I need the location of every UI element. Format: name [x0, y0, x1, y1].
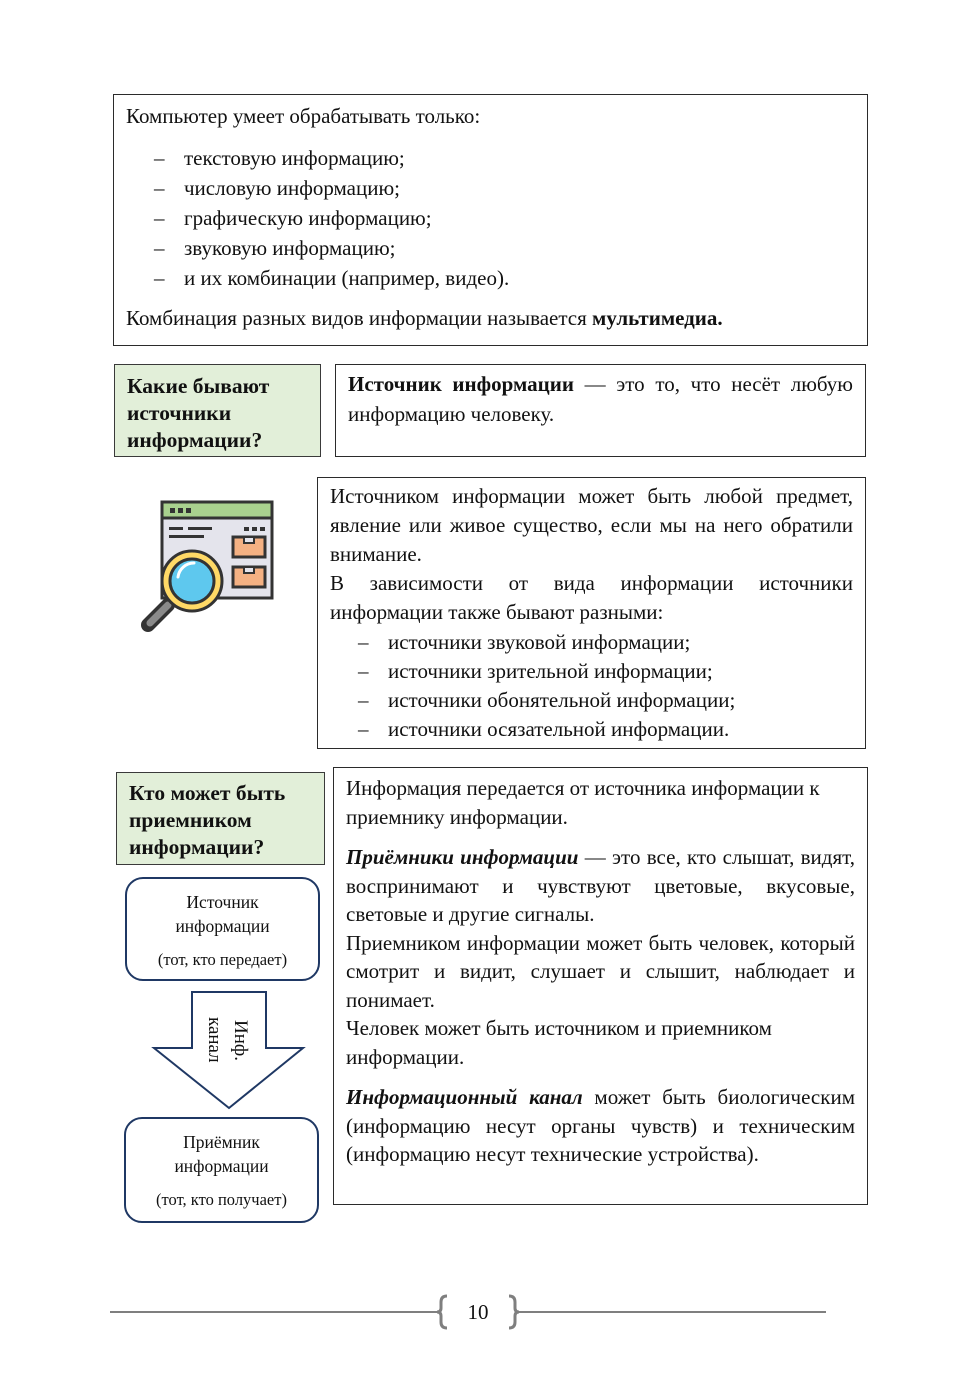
receivers-box	[333, 767, 868, 1205]
sources-box	[317, 477, 866, 749]
transfer-paragraph: Информация передается от источника информации к приемнику информации.	[346, 776, 820, 829]
left-brace-icon	[436, 1294, 450, 1330]
list-item: – звуковую информацию;	[126, 233, 855, 263]
list-item: – источники осязательной информации.	[330, 715, 853, 744]
source-box	[125, 877, 320, 981]
channel-term: Информационный канал	[346, 1085, 583, 1109]
computer-info-box	[113, 94, 868, 346]
computer-intro: Компьютер умеет обрабатывать только:	[126, 104, 481, 128]
source-kinds-list	[330, 628, 853, 744]
info-types-list	[126, 143, 855, 293]
list-item: – числовую информацию;	[126, 173, 855, 203]
list-item: – источники звуковой информации;	[330, 628, 853, 657]
question-sources	[114, 364, 321, 457]
list-item: – текстовую информацию;	[126, 143, 855, 173]
source-definition-box	[335, 364, 866, 457]
sources-kinds-paragraph: В зависимости от вида информации источники информации также бывают разными:	[330, 571, 853, 624]
sources-paragraph: Источником информации может быть любой предмет, явление или живое существо, если мы на него обратили внимание.	[330, 484, 853, 566]
list-item: – и их комбинации (например, видео).	[126, 263, 855, 293]
list-item: – источники зрительной информации;	[330, 657, 853, 686]
receiver-box	[124, 1117, 319, 1223]
question-sources-text: Какие бывают источники информации?	[127, 374, 270, 452]
channel-definition	[346, 1083, 855, 1169]
footer-line-left	[110, 1311, 440, 1313]
page-number: 10	[467, 1300, 489, 1324]
receiver-subtitle: (тот, кто получает)	[156, 1190, 287, 1209]
source-subtitle: (тот, кто передает)	[157, 950, 288, 969]
question-receivers-text: Кто может быть приемником информации?	[129, 781, 286, 859]
right-brace-icon	[506, 1294, 520, 1330]
receivers-term: Приёмники информации	[346, 845, 579, 869]
receiver-human-paragraph: Приемником информации может быть человек, который смотрит и видит, слушает и слышит, наблюдает и понимает.	[346, 930, 855, 1012]
receiver-title: Приёмник информации	[174, 1132, 269, 1176]
list-item: – источники обонятельной информации;	[330, 686, 853, 715]
channel-text: может быть биологическим (информацию несут органы чувств) и техническим (информацию несут технические устройства).	[346, 1085, 855, 1166]
search-document-icon	[138, 497, 278, 635]
source-title: Источник информации	[175, 892, 270, 936]
source-term: Источник информации	[348, 372, 574, 396]
question-receivers	[116, 772, 325, 865]
list-item: – графическую информацию;	[126, 203, 855, 233]
receivers-definition	[346, 843, 855, 929]
multimedia-text: Комбинация разных видов информации называется	[126, 306, 593, 330]
multimedia-term: мультимедиа.	[592, 306, 723, 330]
channel-label: Инф. канал	[204, 1017, 251, 1063]
footer-line-right	[516, 1311, 826, 1313]
receivers-text: — это все, кто слышат, видят, воспринимают и чувствуют цветовые, вкусовые, световые и другие сигналы.	[346, 845, 855, 926]
human-both-paragraph: Человек может быть источником и приемником информации.	[346, 1016, 772, 1069]
multimedia-definition	[126, 303, 855, 333]
source-definition-text: — это то, что несёт любую информацию человеку.	[348, 372, 853, 426]
